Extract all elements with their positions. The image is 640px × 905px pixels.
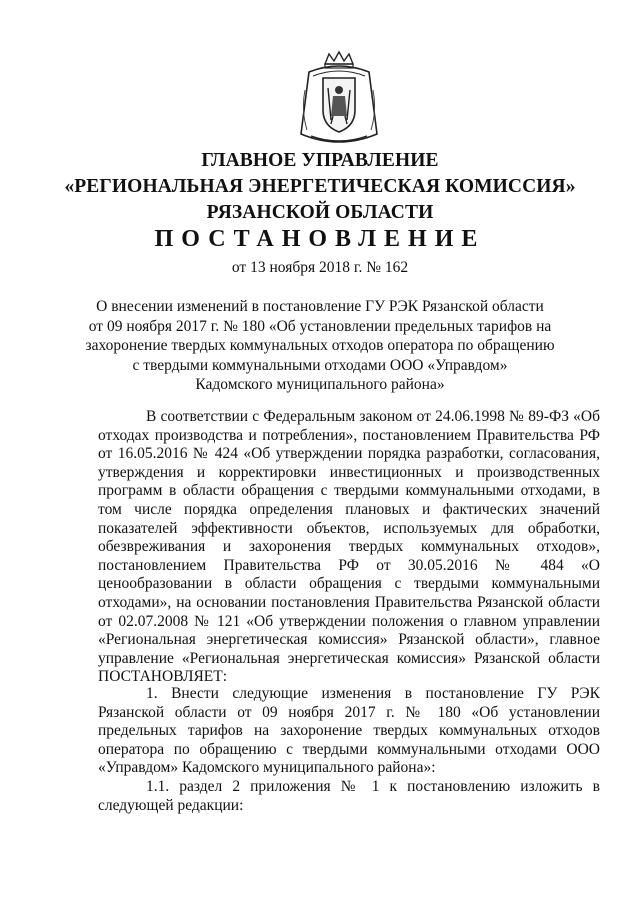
item-1-paragraph: 1. Внести следующие изменения в постановление ГУ РЭК Рязанской области от 09 ноября 2017 г. № 180 «Об установлении предельных тарифов на захоронение твердых коммунальных отходов оператора по обращению с твердыми коммунальными отходами ООО «Управдом» Кадомского муниципального района»: [98,685,600,777]
resolution-items [98,685,600,815]
coat-of-arms-emblem [295,50,383,150]
org-name-line-1: ГЛАВНОЕ УПРАВЛЕНИЕ [201,150,439,171]
document-subject [60,297,580,395]
org-name-line-3: РЯЗАНСКОЙ ОБЛАСТИ [206,202,434,223]
document-title: ПОСТАНОВЛЕНИЕ [154,226,486,252]
preamble-section [98,408,600,687]
preamble-paragraph: В соответствии с Федеральным законом от 24.06.1998 № 89-ФЗ «Об отходах производства и потребления», постановлением Правительства РФ от 16.05.2016 № 424 «Об утверждении порядка разработки, согласования, утверждения и корректировки инвестиционных и производственных программ в области обращения с твердыми коммунальными отходами, в том числе порядка определения плановых и фактических значений показателей эффективности объектов, используемых для обработки, обезвреживания и захоронения твердых коммунальных отходов», постановлением Правительства РФ от 30.05.2016 № 484 «О ценообразовании в области обращения с твердыми коммунальными отходами», на основании постановления Правительства Рязанской области от 02.07.2008 № 121 «Об утверждении положения о главном управлении «Региональная энергетическая комиссия» Рязанской области», главное управление «Региональная энергетическая комиссия» Рязанской области ПОСТАНОВЛЯЕТ: [98,408,600,686]
subject-line: захоронение твердых коммунальных отходов оператора по обращению [85,337,555,354]
org-name-line-2: «РЕГИОНАЛЬНАЯ ЭНЕРГЕТИЧЕСКАЯ КОМИССИЯ» [64,176,576,197]
subject-line: О внесении изменений в постановление ГУ РЭК Рязанской области [96,298,544,315]
subject-line: с твердыми коммунальными отходами ООО «Управдом» [132,356,508,374]
document-date: от 13 ноября 2018 г. № 162 [231,259,409,276]
subject-line: от 09 ноября 2017 г. № 180 «Об установлении предельных тарифов на [88,317,552,335]
subject-line: Кадомского муниципального района» [195,376,445,393]
item-1-1-paragraph: 1.1. раздел 2 приложения № 1 к постановлению изложить в следующей редакции: [98,777,600,814]
